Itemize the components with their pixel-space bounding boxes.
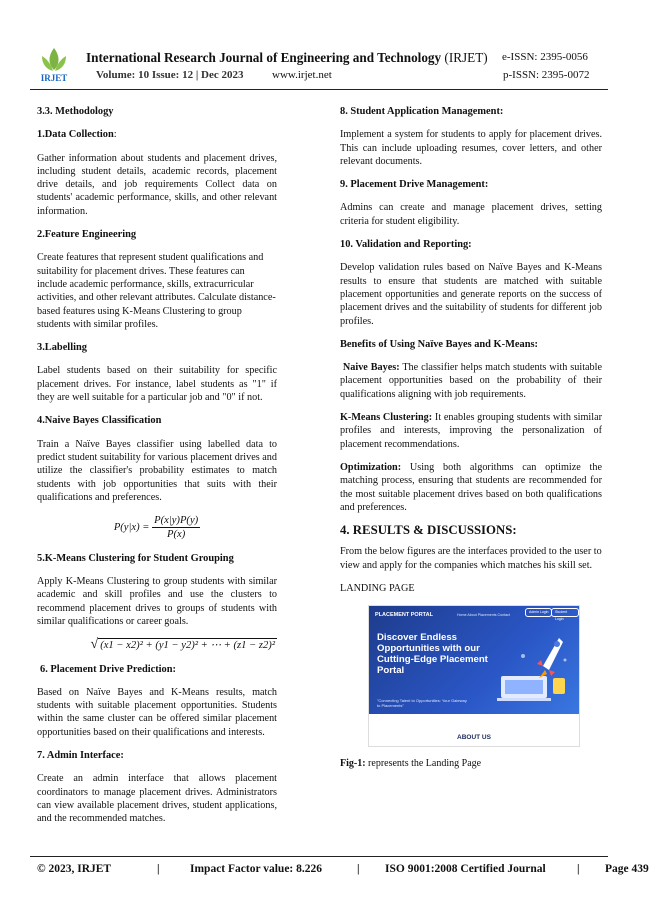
- paragraph-admin-interface: Create an admin interface that allows placement coordinators to manage placement drives. Administrators can view available placement drives, student applications, and the recommended matches.: [37, 773, 277, 825]
- footer-iso: ISO 9001:2008 Certified Journal: [385, 863, 546, 875]
- right-column: [340, 105, 602, 781]
- figure-about-us: ABOUT US: [457, 734, 491, 742]
- figure-student-login-button: Student Login: [551, 608, 579, 617]
- figure-admin-login-button: Admin Login: [525, 608, 552, 617]
- eissn: e-ISSN: 2395-0056: [502, 51, 588, 63]
- paragraph-optimization: Optimization: Using both algorithms can optimize the matching process, ensuring that students are recommended for the most suitable placement drives based on both qualifications and preferences.: [340, 461, 603, 513]
- distance-formula: √ (x1 − x2)² + (y1 − y2)² + ⋯ + (z1 − z2)²: [90, 637, 275, 653]
- irjet-logo-icon: [34, 44, 74, 84]
- results-heading: 4. RESULTS & DISCUSSIONS:: [340, 523, 517, 538]
- paragraph-results: From the below figures are the interfaces provided to the user to view and apply for the companies which matches his skill set.: [340, 546, 602, 571]
- journal-url[interactable]: www.irjet.net: [272, 69, 332, 81]
- heading-naive-bayes: 4.Naive Bayes Classification: [37, 415, 162, 427]
- heading-feature-engineering: 2.Feature Engineering: [37, 229, 137, 241]
- footer-impact-factor: Impact Factor value: 8.226: [190, 863, 323, 875]
- journal-title: International Research Journal of Engineering and Technology (IRJET): [86, 50, 488, 65]
- heading-drive-management: 9. Placement Drive Management:: [340, 179, 489, 191]
- logo-text: IRJET: [40, 73, 68, 83]
- figure-caption: Fig-1: represents the Landing Page: [340, 758, 482, 770]
- paragraph-data-collection: Gather information about students and placement drives, including student details, academic records, placement drive details, and job requirements Collect data on students' academic performance, skills, and other relevant information.: [37, 152, 277, 217]
- heading-student-application: 8. Student Application Management:: [340, 106, 504, 117]
- heading-data-collection: 1.Data Collection:: [37, 129, 117, 141]
- footer-copyright: © 2023, IRJET: [37, 863, 112, 875]
- page-header: [0, 38, 638, 88]
- issue-info: Volume: 10 Issue: 12 | Dec 2023: [96, 69, 244, 81]
- header-rule: [30, 89, 608, 90]
- paragraph-validation: Develop validation rules based on Naïve Bayes and K-Means results to ensure that students are matched with suitable placement opportunities and generate reports on the success of placement drives and the suitability of students for different job profiles.: [340, 262, 602, 327]
- bayes-formula: P(y|x) = $\frac{P(x|y)P(y)}{P(x)}$: [113, 515, 199, 541]
- landing-page-figure: [368, 605, 580, 747]
- figure-headline: Discover Endless Opportunities with our Cutting-Edge Placement Portal: [377, 632, 488, 677]
- figure-nav: [369, 606, 579, 620]
- footer-separator: |: [357, 863, 360, 875]
- heading-placement-prediction: 6. Placement Drive Prediction:: [40, 663, 176, 675]
- figure-brand: PLACEMENT PORTAL: [375, 612, 433, 619]
- paragraph-kmeans-benefit: K-Means Clustering: It enables grouping students with similar profiles and interests, improving the personalization of placement recommendations.: [340, 412, 603, 450]
- heading-kmeans: 5.K-Means Clustering for Student Grouping: [37, 552, 234, 564]
- paragraph-feature-engineering: Create features that represent student qualifications and suitability for placement drives. These features can include academic performance, skills, extracurricular activities, and other relevant attributes. Calculate distance-based features using K-Means Clustering to group students with similar profiles.: [37, 252, 276, 330]
- heading-labelling: 3.Labelling: [37, 342, 87, 354]
- footer-separator: |: [577, 863, 580, 875]
- heading-benefits: Benefits of Using Naïve Bayes and K-Means:: [340, 338, 538, 350]
- figure-tagline: "Connecting Talent to Opportunities: Your Gateway to Placements": [377, 698, 467, 709]
- landing-page-label: LANDING PAGE: [340, 583, 415, 595]
- pissn: p-ISSN: 2395-0072: [503, 69, 590, 81]
- figure-nav-links: Home About Placements Contact: [457, 613, 510, 618]
- paragraph-naive-bayes-benefit: Naive Bayes: The classifier helps match students with suitable placement opportunities based on the probability of their qualifications aligning with job requirements.: [340, 362, 602, 400]
- paragraph-student-application: Implement a system for students to apply for placement drives. This can include uploading resumes, cover letters, and other relevant documents.: [340, 129, 602, 167]
- paragraph-naive-bayes: Train a Naïve Bayes classifier using labelled data to predict student suitability for various placement drives and utilize the classifier's probability estimates to match students with job opportunities that suits with their qualifications and preferences.: [37, 438, 277, 503]
- heading-admin-interface: 7. Admin Interface:: [37, 749, 124, 761]
- heading-validation: 10. Validation and Reporting:: [340, 239, 472, 251]
- rocket-illustration-icon: [493, 626, 573, 706]
- section-heading-methodology: 3.3. Methodology: [37, 106, 114, 117]
- paragraph-placement-prediction: Based on Naïve Bayes and K-Means results, match students with suitable placement opportunities. Students within the same cluster can be offered similar placement opportunities based on their qualifications and interests.: [37, 686, 277, 738]
- left-column: [37, 105, 277, 835]
- paragraph-kmeans: Apply K-Means Clustering to group students with similar academic and skill profiles and use the clusters to recommend placement drives to groups of students with similar qualifications or career goals.: [37, 576, 277, 627]
- footer-page-number: Page 439: [605, 863, 649, 875]
- paragraph-drive-management: Admins can create and manage placement drives, setting criteria for student eligibility.: [340, 202, 602, 227]
- footer-separator: |: [157, 863, 160, 875]
- paragraph-labelling: Label students based on their suitability for specific placement drives. For instance, label students as "1" if they are well suitable for a particular job and "0" if not.: [37, 365, 277, 404]
- figure-hero: [369, 606, 579, 714]
- footer-rule: [30, 856, 608, 857]
